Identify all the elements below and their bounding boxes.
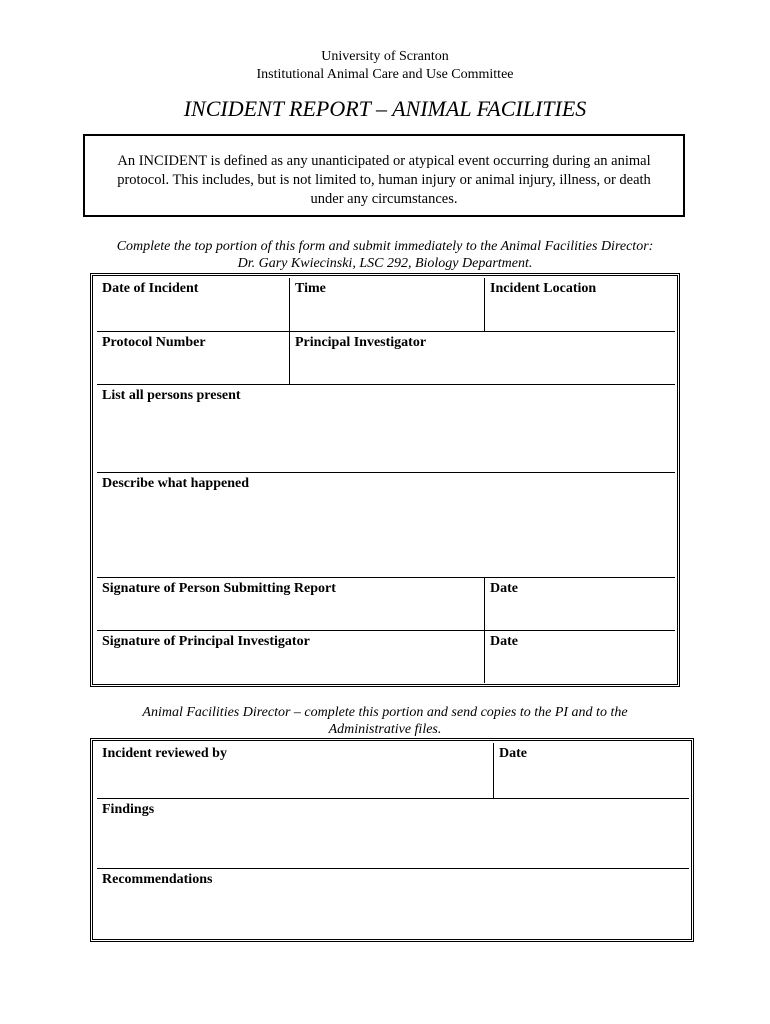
signature-submitter-label: Signature of Person Submitting Report	[102, 581, 336, 596]
principal-investigator-field[interactable]	[290, 332, 675, 385]
recommendations-field[interactable]	[97, 869, 689, 938]
submitter-date-label: Date	[490, 581, 518, 596]
committee-name: Institutional Animal Care and Use Committee	[256, 67, 514, 82]
definition-line-1: An INCIDENT is defined as any unanticipated or atypical event occurring during an animal	[117, 153, 651, 169]
time-label: Time	[295, 281, 326, 296]
recommendations-label: Recommendations	[102, 872, 213, 887]
persons-present-field[interactable]	[97, 385, 675, 473]
review-date-field[interactable]	[494, 743, 689, 799]
signature-pi-field[interactable]	[97, 631, 485, 683]
persons-present-label: List all persons present	[102, 388, 241, 403]
time-field[interactable]	[290, 278, 485, 332]
pi-date-label: Date	[490, 634, 518, 649]
signature-pi-label: Signature of Principal Investigator	[102, 634, 310, 649]
protocol-number-label: Protocol Number	[102, 335, 206, 350]
section2-instruction-line-1: Animal Facilities Director – complete this portion and send copies to the PI and to the	[142, 705, 628, 720]
review-date-label: Date	[499, 746, 527, 761]
describe-field[interactable]	[97, 473, 675, 578]
reviewed-by-field[interactable]	[97, 743, 494, 799]
signature-submitter-field[interactable]	[97, 578, 485, 631]
protocol-number-field[interactable]	[97, 332, 290, 385]
findings-label: Findings	[102, 802, 155, 817]
section2-instructions	[40, 704, 730, 738]
findings-field[interactable]	[97, 799, 689, 869]
date-of-incident-field[interactable]	[97, 278, 290, 332]
definition-box	[83, 134, 685, 217]
reviewed-by-label: Incident reviewed by	[102, 746, 227, 761]
incident-location-label: Incident Location	[490, 281, 597, 296]
section1-instructions	[40, 238, 730, 272]
incident-form-table	[90, 273, 680, 687]
page-title: INCIDENT REPORT – ANIMAL FACILITIES	[183, 96, 587, 121]
definition-line-2: protocol. This includes, but is not limited to, human injury or animal injury, illness, or death	[117, 172, 651, 188]
definition-line-3: under any circumstances.	[310, 191, 458, 207]
incident-location-field[interactable]	[485, 278, 675, 332]
section1-instruction-line-1: Complete the top portion of this form and submit immediately to the Animal Facilities Director:	[116, 239, 654, 254]
section1-instruction-line-2: Dr. Gary Kwiecinski, LSC 292, Biology Department.	[237, 256, 533, 271]
director-review-table	[90, 738, 694, 942]
institution-name: University of Scranton	[321, 49, 449, 64]
date-of-incident-label: Date of Incident	[102, 281, 199, 296]
describe-label: Describe what happened	[102, 476, 250, 491]
submitter-date-field[interactable]	[485, 578, 675, 631]
principal-investigator-label: Principal Investigator	[295, 335, 427, 350]
section2-instruction-line-2: Administrative files.	[328, 722, 442, 737]
pi-date-field[interactable]	[485, 631, 675, 683]
